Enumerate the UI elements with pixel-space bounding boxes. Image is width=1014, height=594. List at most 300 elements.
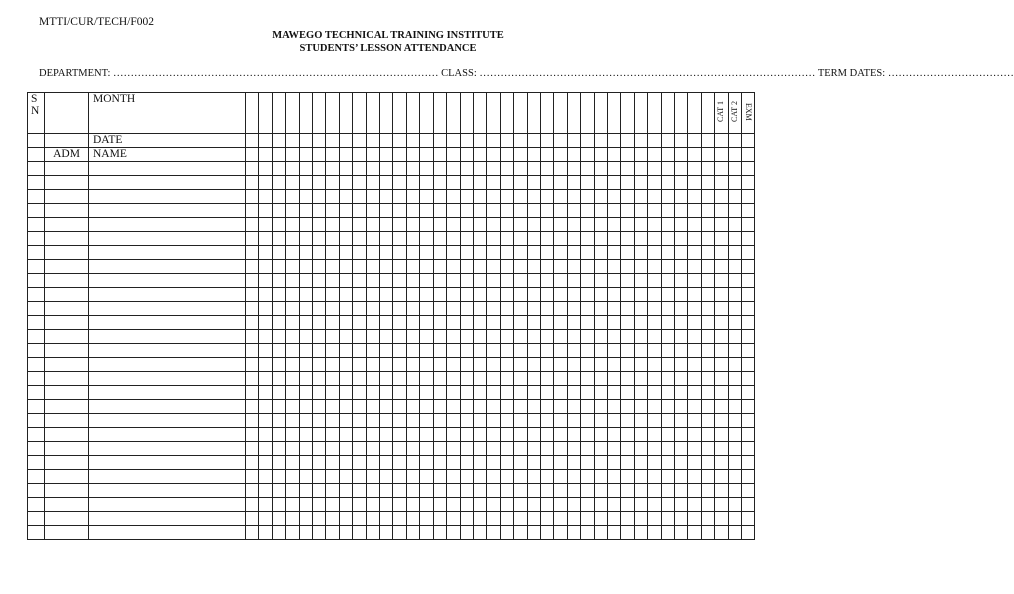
month-day-cell[interactable] <box>420 93 433 134</box>
attendance-cell[interactable] <box>353 204 366 218</box>
attendance-cell[interactable] <box>393 456 406 470</box>
attendance-cell[interactable] <box>406 526 419 540</box>
attendance-cell[interactable] <box>393 246 406 260</box>
attendance-cell[interactable] <box>742 484 755 498</box>
attendance-cell[interactable] <box>607 414 620 428</box>
date-cell[interactable] <box>447 134 460 148</box>
attendance-cell[interactable] <box>380 162 393 176</box>
attendance-cell[interactable] <box>500 162 513 176</box>
attendance-cell[interactable] <box>420 302 433 316</box>
attendance-cell[interactable] <box>540 512 553 526</box>
attendance-cell[interactable] <box>433 414 446 428</box>
attendance-cell[interactable] <box>688 260 701 274</box>
header-mark-cell[interactable] <box>433 148 446 162</box>
attendance-cell[interactable] <box>675 526 688 540</box>
attendance-cell[interactable] <box>634 400 647 414</box>
attendance-cell[interactable] <box>675 232 688 246</box>
attendance-cell[interactable] <box>688 246 701 260</box>
attendance-cell[interactable] <box>246 274 259 288</box>
attendance-cell[interactable] <box>675 288 688 302</box>
attendance-cell[interactable] <box>514 358 527 372</box>
attendance-cell[interactable] <box>447 512 460 526</box>
attendance-cell[interactable] <box>366 190 379 204</box>
attendance-cell[interactable] <box>688 456 701 470</box>
attendance-cell[interactable] <box>648 246 661 260</box>
date-cell[interactable] <box>742 134 755 148</box>
attendance-cell[interactable] <box>246 302 259 316</box>
attendance-cell[interactable] <box>353 260 366 274</box>
name-cell[interactable] <box>89 176 246 190</box>
attendance-cell[interactable] <box>393 512 406 526</box>
attendance-cell[interactable] <box>246 400 259 414</box>
attendance-cell[interactable] <box>487 386 500 400</box>
attendance-cell[interactable] <box>688 316 701 330</box>
attendance-cell[interactable] <box>246 372 259 386</box>
attendance-cell[interactable] <box>473 456 486 470</box>
attendance-cell[interactable] <box>554 400 567 414</box>
attendance-cell[interactable] <box>447 484 460 498</box>
attendance-cell[interactable] <box>272 386 285 400</box>
attendance-cell[interactable] <box>339 232 352 246</box>
attendance-cell[interactable] <box>621 498 634 512</box>
attendance-cell[interactable] <box>487 512 500 526</box>
attendance-cell[interactable] <box>313 484 326 498</box>
attendance-cell[interactable] <box>554 232 567 246</box>
attendance-cell[interactable] <box>675 400 688 414</box>
attendance-cell[interactable] <box>688 498 701 512</box>
attendance-cell[interactable] <box>420 330 433 344</box>
attendance-cell[interactable] <box>648 484 661 498</box>
attendance-cell[interactable] <box>406 204 419 218</box>
attendance-cell[interactable] <box>742 442 755 456</box>
attendance-cell[interactable] <box>473 176 486 190</box>
attendance-cell[interactable] <box>460 232 473 246</box>
attendance-cell[interactable] <box>246 470 259 484</box>
attendance-cell[interactable] <box>246 176 259 190</box>
attendance-cell[interactable] <box>313 218 326 232</box>
attendance-cell[interactable] <box>742 386 755 400</box>
adm-cell[interactable] <box>45 344 89 358</box>
attendance-cell[interactable] <box>473 218 486 232</box>
attendance-cell[interactable] <box>621 288 634 302</box>
attendance-cell[interactable] <box>246 330 259 344</box>
attendance-cell[interactable] <box>742 274 755 288</box>
attendance-cell[interactable] <box>299 260 312 274</box>
attendance-cell[interactable] <box>420 232 433 246</box>
attendance-cell[interactable] <box>406 372 419 386</box>
date-cell[interactable] <box>299 134 312 148</box>
attendance-cell[interactable] <box>299 484 312 498</box>
attendance-cell[interactable] <box>487 274 500 288</box>
header-mark-cell[interactable] <box>259 148 272 162</box>
attendance-cell[interactable] <box>259 428 272 442</box>
adm-cell[interactable] <box>45 190 89 204</box>
attendance-cell[interactable] <box>594 162 607 176</box>
attendance-cell[interactable] <box>527 358 540 372</box>
attendance-cell[interactable] <box>675 316 688 330</box>
attendance-cell[interactable] <box>581 456 594 470</box>
attendance-cell[interactable] <box>366 288 379 302</box>
attendance-cell[interactable] <box>420 498 433 512</box>
header-mark-cell[interactable] <box>594 148 607 162</box>
attendance-cell[interactable] <box>433 288 446 302</box>
attendance-cell[interactable] <box>286 162 299 176</box>
attendance-cell[interactable] <box>688 400 701 414</box>
department-field[interactable]: DEPARTMENT: ………………………………………………………………………………… <box>39 68 439 79</box>
attendance-cell[interactable] <box>447 470 460 484</box>
attendance-cell[interactable] <box>420 470 433 484</box>
date-cell[interactable] <box>487 134 500 148</box>
attendance-cell[interactable] <box>688 386 701 400</box>
attendance-cell[interactable] <box>742 372 755 386</box>
attendance-cell[interactable] <box>675 302 688 316</box>
attendance-cell[interactable] <box>675 218 688 232</box>
attendance-cell[interactable] <box>634 344 647 358</box>
attendance-cell[interactable] <box>540 246 553 260</box>
attendance-cell[interactable] <box>406 414 419 428</box>
attendance-cell[interactable] <box>701 358 714 372</box>
attendance-cell[interactable] <box>648 358 661 372</box>
attendance-cell[interactable] <box>460 260 473 274</box>
attendance-cell[interactable] <box>246 358 259 372</box>
attendance-cell[interactable] <box>607 330 620 344</box>
attendance-cell[interactable] <box>554 288 567 302</box>
attendance-cell[interactable] <box>554 176 567 190</box>
attendance-cell[interactable] <box>326 176 339 190</box>
attendance-cell[interactable] <box>607 428 620 442</box>
date-cell[interactable] <box>527 134 540 148</box>
attendance-cell[interactable] <box>313 512 326 526</box>
attendance-cell[interactable] <box>581 232 594 246</box>
attendance-cell[interactable] <box>742 316 755 330</box>
sn-cell[interactable] <box>28 330 45 344</box>
attendance-cell[interactable] <box>380 442 393 456</box>
month-day-cell[interactable] <box>648 93 661 134</box>
attendance-cell[interactable] <box>326 190 339 204</box>
attendance-cell[interactable] <box>393 428 406 442</box>
attendance-cell[interactable] <box>554 316 567 330</box>
attendance-cell[interactable] <box>326 456 339 470</box>
attendance-cell[interactable] <box>299 344 312 358</box>
attendance-cell[interactable] <box>246 512 259 526</box>
header-mark-cell[interactable] <box>540 148 553 162</box>
header-mark-cell[interactable] <box>675 148 688 162</box>
attendance-cell[interactable] <box>473 190 486 204</box>
attendance-cell[interactable] <box>246 428 259 442</box>
attendance-cell[interactable] <box>460 498 473 512</box>
attendance-cell[interactable] <box>353 176 366 190</box>
attendance-cell[interactable] <box>299 190 312 204</box>
month-day-cell[interactable] <box>272 93 285 134</box>
attendance-cell[interactable] <box>447 400 460 414</box>
attendance-cell[interactable] <box>313 232 326 246</box>
attendance-cell[interactable] <box>353 344 366 358</box>
attendance-cell[interactable] <box>621 358 634 372</box>
attendance-cell[interactable] <box>688 442 701 456</box>
attendance-cell[interactable] <box>286 414 299 428</box>
attendance-cell[interactable] <box>500 372 513 386</box>
attendance-cell[interactable] <box>339 316 352 330</box>
attendance-cell[interactable] <box>607 176 620 190</box>
attendance-cell[interactable] <box>353 316 366 330</box>
attendance-cell[interactable] <box>607 470 620 484</box>
month-day-cell[interactable] <box>514 93 527 134</box>
attendance-cell[interactable] <box>326 316 339 330</box>
attendance-cell[interactable] <box>728 470 741 484</box>
attendance-cell[interactable] <box>420 484 433 498</box>
attendance-cell[interactable] <box>393 176 406 190</box>
attendance-cell[interactable] <box>567 484 580 498</box>
attendance-cell[interactable] <box>272 162 285 176</box>
attendance-cell[interactable] <box>299 162 312 176</box>
name-cell[interactable] <box>89 162 246 176</box>
attendance-cell[interactable] <box>326 372 339 386</box>
attendance-cell[interactable] <box>527 246 540 260</box>
attendance-cell[interactable] <box>246 288 259 302</box>
attendance-cell[interactable] <box>661 274 674 288</box>
attendance-cell[interactable] <box>286 260 299 274</box>
attendance-cell[interactable] <box>313 386 326 400</box>
attendance-cell[interactable] <box>433 176 446 190</box>
attendance-cell[interactable] <box>406 386 419 400</box>
attendance-cell[interactable] <box>661 484 674 498</box>
attendance-cell[interactable] <box>607 246 620 260</box>
attendance-cell[interactable] <box>326 400 339 414</box>
attendance-cell[interactable] <box>420 162 433 176</box>
attendance-cell[interactable] <box>540 344 553 358</box>
attendance-cell[interactable] <box>380 372 393 386</box>
adm-cell[interactable] <box>45 288 89 302</box>
attendance-cell[interactable] <box>607 344 620 358</box>
attendance-cell[interactable] <box>742 162 755 176</box>
name-cell[interactable] <box>89 246 246 260</box>
attendance-cell[interactable] <box>607 288 620 302</box>
attendance-cell[interactable] <box>313 204 326 218</box>
attendance-cell[interactable] <box>433 428 446 442</box>
attendance-cell[interactable] <box>259 372 272 386</box>
attendance-cell[interactable] <box>460 400 473 414</box>
attendance-cell[interactable] <box>742 330 755 344</box>
attendance-cell[interactable] <box>594 526 607 540</box>
attendance-cell[interactable] <box>447 428 460 442</box>
attendance-cell[interactable] <box>473 526 486 540</box>
attendance-cell[interactable] <box>420 526 433 540</box>
attendance-cell[interactable] <box>259 274 272 288</box>
name-cell[interactable] <box>89 512 246 526</box>
month-day-cell[interactable] <box>286 93 299 134</box>
attendance-cell[interactable] <box>514 288 527 302</box>
attendance-cell[interactable] <box>527 414 540 428</box>
attendance-cell[interactable] <box>715 330 728 344</box>
adm-cell[interactable] <box>45 386 89 400</box>
attendance-cell[interactable] <box>339 386 352 400</box>
attendance-cell[interactable] <box>581 218 594 232</box>
attendance-cell[interactable] <box>393 260 406 274</box>
attendance-cell[interactable] <box>701 330 714 344</box>
name-cell[interactable] <box>89 372 246 386</box>
attendance-cell[interactable] <box>393 344 406 358</box>
attendance-cell[interactable] <box>527 386 540 400</box>
attendance-cell[interactable] <box>554 428 567 442</box>
attendance-cell[interactable] <box>366 512 379 526</box>
attendance-cell[interactable] <box>634 246 647 260</box>
attendance-cell[interactable] <box>607 358 620 372</box>
attendance-cell[interactable] <box>621 344 634 358</box>
attendance-cell[interactable] <box>366 456 379 470</box>
month-day-cell[interactable] <box>688 93 701 134</box>
attendance-cell[interactable] <box>326 484 339 498</box>
attendance-cell[interactable] <box>581 470 594 484</box>
attendance-cell[interactable] <box>728 442 741 456</box>
header-mark-cell[interactable] <box>728 148 741 162</box>
attendance-cell[interactable] <box>634 162 647 176</box>
attendance-cell[interactable] <box>621 190 634 204</box>
attendance-cell[interactable] <box>701 372 714 386</box>
attendance-cell[interactable] <box>272 400 285 414</box>
attendance-cell[interactable] <box>433 330 446 344</box>
attendance-cell[interactable] <box>554 218 567 232</box>
attendance-cell[interactable] <box>607 386 620 400</box>
attendance-cell[interactable] <box>487 204 500 218</box>
date-cell[interactable] <box>688 134 701 148</box>
attendance-cell[interactable] <box>634 498 647 512</box>
attendance-cell[interactable] <box>621 386 634 400</box>
attendance-cell[interactable] <box>272 190 285 204</box>
header-mark-cell[interactable] <box>634 148 647 162</box>
attendance-cell[interactable] <box>460 456 473 470</box>
attendance-cell[interactable] <box>742 512 755 526</box>
attendance-cell[interactable] <box>675 274 688 288</box>
attendance-cell[interactable] <box>634 232 647 246</box>
attendance-cell[interactable] <box>514 414 527 428</box>
date-cell[interactable] <box>380 134 393 148</box>
attendance-cell[interactable] <box>447 218 460 232</box>
attendance-cell[interactable] <box>246 484 259 498</box>
attendance-cell[interactable] <box>339 442 352 456</box>
attendance-cell[interactable] <box>339 428 352 442</box>
attendance-cell[interactable] <box>339 162 352 176</box>
attendance-cell[interactable] <box>313 372 326 386</box>
attendance-cell[interactable] <box>473 386 486 400</box>
attendance-cell[interactable] <box>500 302 513 316</box>
attendance-cell[interactable] <box>527 176 540 190</box>
month-day-cell[interactable] <box>701 93 714 134</box>
attendance-cell[interactable] <box>715 232 728 246</box>
attendance-cell[interactable] <box>701 344 714 358</box>
month-day-cell[interactable] <box>567 93 580 134</box>
attendance-cell[interactable] <box>715 358 728 372</box>
sn-cell[interactable] <box>28 470 45 484</box>
attendance-cell[interactable] <box>447 456 460 470</box>
attendance-cell[interactable] <box>339 400 352 414</box>
header-mark-cell[interactable] <box>299 148 312 162</box>
attendance-cell[interactable] <box>286 344 299 358</box>
attendance-cell[interactable] <box>286 526 299 540</box>
attendance-cell[interactable] <box>567 414 580 428</box>
date-cell[interactable] <box>634 134 647 148</box>
sn-cell[interactable] <box>28 428 45 442</box>
attendance-cell[interactable] <box>661 414 674 428</box>
attendance-cell[interactable] <box>567 316 580 330</box>
month-day-cell[interactable] <box>339 93 352 134</box>
attendance-cell[interactable] <box>701 302 714 316</box>
header-mark-cell[interactable] <box>366 148 379 162</box>
attendance-cell[interactable] <box>607 302 620 316</box>
attendance-cell[interactable] <box>313 190 326 204</box>
attendance-cell[interactable] <box>406 470 419 484</box>
month-day-cell[interactable] <box>447 93 460 134</box>
attendance-cell[interactable] <box>621 316 634 330</box>
attendance-cell[interactable] <box>594 302 607 316</box>
class-field[interactable]: CLASS: …………………………………………………………………………………… <box>441 68 816 79</box>
attendance-cell[interactable] <box>473 274 486 288</box>
attendance-cell[interactable] <box>259 246 272 260</box>
attendance-cell[interactable] <box>286 246 299 260</box>
header-mark-cell[interactable] <box>380 148 393 162</box>
adm-cell[interactable] <box>45 372 89 386</box>
attendance-cell[interactable] <box>621 442 634 456</box>
sn-cell[interactable] <box>28 498 45 512</box>
sn-cell[interactable] <box>28 386 45 400</box>
attendance-cell[interactable] <box>393 442 406 456</box>
attendance-cell[interactable] <box>567 232 580 246</box>
attendance-cell[interactable] <box>460 274 473 288</box>
attendance-cell[interactable] <box>594 204 607 218</box>
attendance-cell[interactable] <box>527 526 540 540</box>
attendance-cell[interactable] <box>648 274 661 288</box>
attendance-cell[interactable] <box>246 442 259 456</box>
attendance-cell[interactable] <box>648 190 661 204</box>
attendance-cell[interactable] <box>728 260 741 274</box>
attendance-cell[interactable] <box>366 232 379 246</box>
attendance-cell[interactable] <box>567 288 580 302</box>
attendance-cell[interactable] <box>514 260 527 274</box>
attendance-cell[interactable] <box>701 498 714 512</box>
attendance-cell[interactable] <box>433 470 446 484</box>
date-cell[interactable] <box>607 134 620 148</box>
attendance-cell[interactable] <box>554 414 567 428</box>
attendance-cell[interactable] <box>607 190 620 204</box>
attendance-cell[interactable] <box>326 470 339 484</box>
attendance-cell[interactable] <box>447 246 460 260</box>
attendance-cell[interactable] <box>447 358 460 372</box>
attendance-cell[interactable] <box>540 442 553 456</box>
attendance-cell[interactable] <box>661 190 674 204</box>
attendance-cell[interactable] <box>675 470 688 484</box>
attendance-cell[interactable] <box>594 372 607 386</box>
attendance-cell[interactable] <box>353 162 366 176</box>
attendance-cell[interactable] <box>634 302 647 316</box>
attendance-cell[interactable] <box>299 358 312 372</box>
attendance-cell[interactable] <box>661 400 674 414</box>
attendance-cell[interactable] <box>272 302 285 316</box>
attendance-cell[interactable] <box>487 414 500 428</box>
attendance-cell[interactable] <box>567 428 580 442</box>
name-cell[interactable] <box>89 386 246 400</box>
attendance-cell[interactable] <box>715 204 728 218</box>
attendance-cell[interactable] <box>500 470 513 484</box>
attendance-cell[interactable] <box>514 218 527 232</box>
attendance-cell[interactable] <box>581 512 594 526</box>
attendance-cell[interactable] <box>634 442 647 456</box>
attendance-cell[interactable] <box>594 428 607 442</box>
attendance-cell[interactable] <box>313 274 326 288</box>
attendance-cell[interactable] <box>447 386 460 400</box>
date-cell[interactable] <box>554 134 567 148</box>
adm-cell[interactable] <box>45 330 89 344</box>
attendance-cell[interactable] <box>473 330 486 344</box>
attendance-cell[interactable] <box>554 526 567 540</box>
